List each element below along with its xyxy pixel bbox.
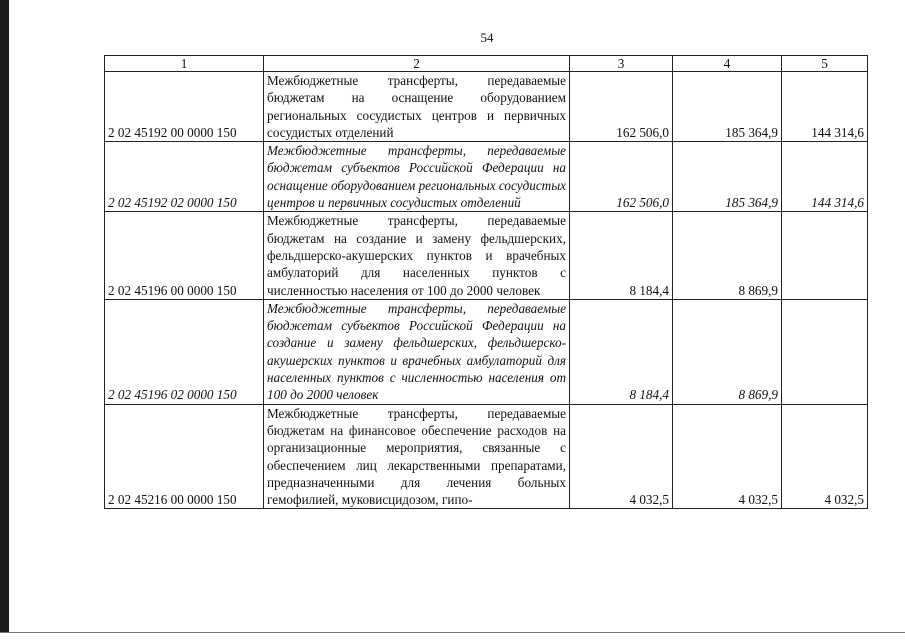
- description-cell: Межбюджетные трансферты, передаваемые бюджетам на финансовое обеспечение расходов на организационные мероприятия, связанные с обеспечением лиц лекарственными препаратами, предназначенными для лечения больных гемофилией, муковисцидозом, гипо-: [264, 404, 570, 509]
- value-col4-cell: 8 869,9: [673, 212, 782, 299]
- value-col5-cell: 144 314,6: [782, 72, 868, 142]
- column-header: 4: [673, 56, 782, 72]
- description-cell: Межбюджетные трансферты, передаваемые бюджетам субъектов Российской Федерации на создание и замену фельдшерских, фельдшерско-акушерских пунктов и врачебных амбулаторий для населенных пунктов с численностью населения от 100 до 2000 человек: [264, 299, 570, 404]
- budget-code-cell: 2 02 45216 00 0000 150: [105, 404, 264, 509]
- table-row: [105, 72, 868, 142]
- value-col4-cell: 8 869,9: [673, 299, 782, 404]
- value-col3-cell: 4 032,5: [570, 404, 673, 509]
- budget-code-cell: 2 02 45192 02 0000 150: [105, 142, 264, 212]
- budget-code-cell: 2 02 45196 00 0000 150: [105, 212, 264, 299]
- value-col3-cell: 162 506,0: [570, 142, 673, 212]
- description-cell: Межбюджетные трансферты, передаваемые бюджетам субъектов Российской Федерации на оснащение оборудованием региональных сосудистых центров и первичных сосудистых отделений: [264, 142, 570, 212]
- page-number: 54: [480, 30, 494, 45]
- description-cell: Межбюджетные трансферты, передаваемые бюджетам на создание и замену фельдшерских, фельдшерско-акушерских пунктов и врачебных амбулаторий для населенных пунктов с численностью населения от 100 до 2000 человек: [264, 212, 570, 299]
- value-col5-cell: 144 314,6: [782, 142, 868, 212]
- table-row: [105, 142, 868, 212]
- column-header: 2: [264, 56, 570, 72]
- column-header: 3: [570, 56, 673, 72]
- budget-table: [104, 55, 868, 509]
- value-col3-cell: 162 506,0: [570, 72, 673, 142]
- value-col4-cell: 185 364,9: [673, 72, 782, 142]
- value-col5-cell: [782, 299, 868, 404]
- table-row: [105, 404, 868, 509]
- description-cell: Межбюджетные трансферты, передаваемые бюджетам на оснащение оборудованием региональных сосудистых центров и первичных сосудистых отделений: [264, 72, 570, 142]
- value-col4-cell: 4 032,5: [673, 404, 782, 509]
- column-header: 1: [105, 56, 264, 72]
- budget-code-cell: 2 02 45196 02 0000 150: [105, 299, 264, 404]
- value-col5-cell: [782, 212, 868, 299]
- scan-left-edge: [0, 0, 9, 640]
- budget-code-cell: 2 02 45192 00 0000 150: [105, 72, 264, 142]
- value-col3-cell: 8 184,4: [570, 212, 673, 299]
- value-col3-cell: 8 184,4: [570, 299, 673, 404]
- value-col4-cell: 185 364,9: [673, 142, 782, 212]
- table-header-row: [105, 56, 868, 72]
- table-row: [105, 299, 868, 404]
- column-header: 5: [782, 56, 868, 72]
- table-row: [105, 212, 868, 299]
- value-col5-cell: 4 032,5: [782, 404, 868, 509]
